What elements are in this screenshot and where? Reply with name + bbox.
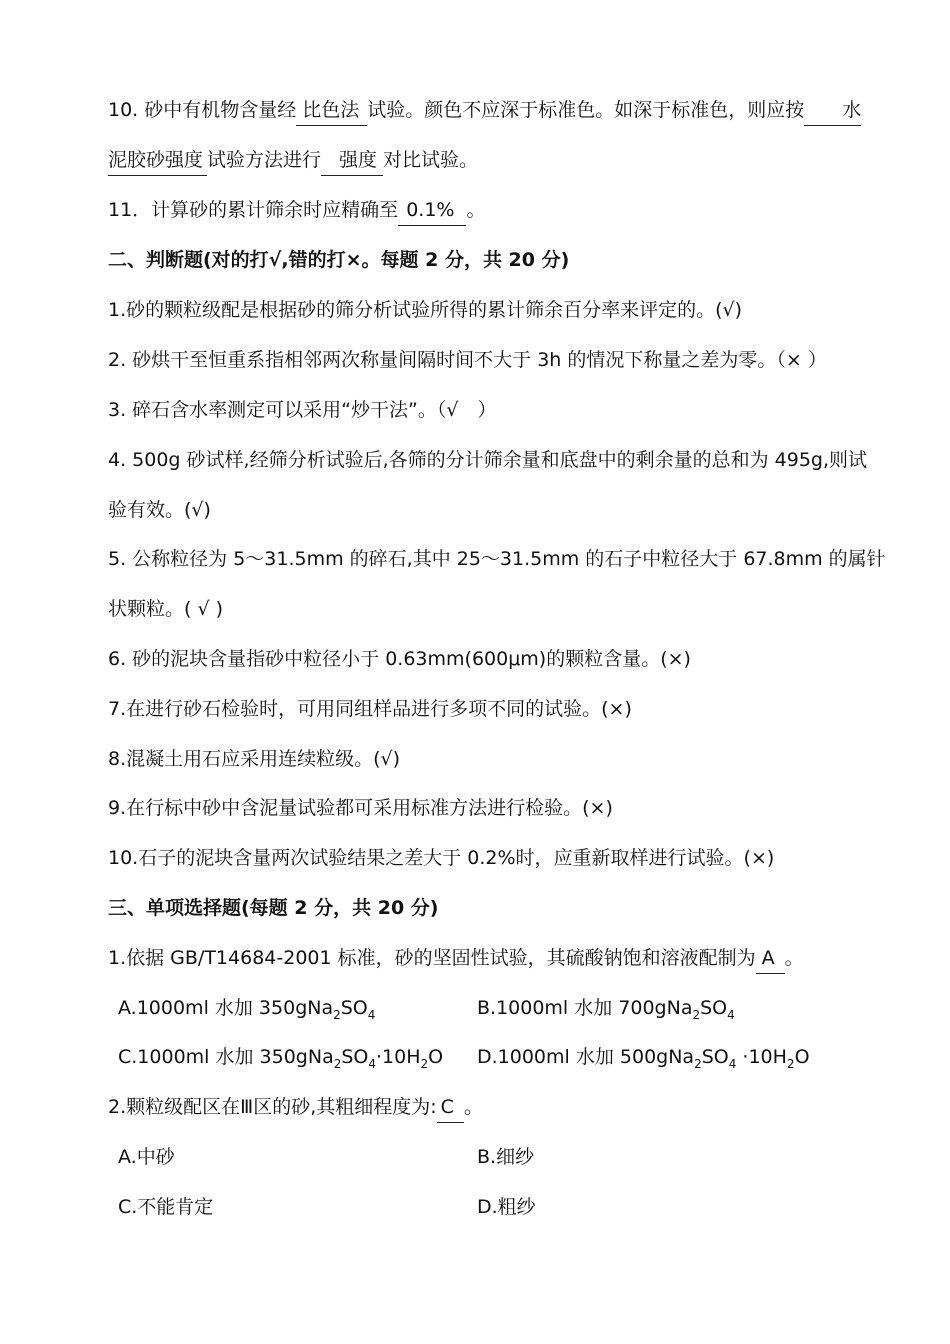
tf-question-8: 8.混凝土用石应采用连续粒级。(√) <box>108 748 401 770</box>
mc-q1-answer: A <box>756 949 785 974</box>
q10-text-d: 试验方法进行 <box>207 149 322 171</box>
mc-q1-c-text4: O <box>428 1046 444 1068</box>
mc-q2-stem: 2.颗粒级配区在Ⅲ区的砂,其粗细程度为: <box>108 1096 437 1118</box>
q10-answer-2a: 水 <box>804 101 861 126</box>
mc-q1-d-sub2: 4 <box>728 1057 737 1071</box>
q10-text-a: 10. 砂中有机物含量经 <box>108 99 297 121</box>
mc-q1-d-text: D.1000ml 水加 500gNa <box>477 1046 695 1068</box>
mc-q2-option-c: C.不能肯定 <box>118 1196 214 1218</box>
tf-question-6: 6. 砂的泥块含量指砂中粒径小于 0.63mm(600μm)的颗粒含量。(×) <box>108 648 691 670</box>
mc-q2-option-a: A.中砂 <box>118 1146 175 1168</box>
section2-title: 二、判断题(对的打√,错的打×。每题 2 分，共 20 分) <box>108 249 570 271</box>
tf-question-5-line1: 5. 公称粒径为 5～31.5mm 的碎石,其中 25～31.5mm 的石子中粒径大于 67.8mm 的属针 <box>108 548 886 570</box>
mc-q1-c-text2: SO <box>341 1046 369 1068</box>
mc-q1-d-text2: SO <box>701 1046 729 1068</box>
mc-q1-option-a <box>118 999 375 1021</box>
q10-text-c: 试验。颜色不应深于标准色。如深于标准色，则应按 <box>367 99 805 121</box>
q10-text-e: 对比试验。 <box>383 149 479 171</box>
q11-text-c: 。 <box>466 199 486 221</box>
section3-title: 三、单项选择题(每题 2 分，共 20 分) <box>108 897 439 919</box>
mc-q2-answer: C <box>437 1098 464 1123</box>
mc-q1-d-sub3: 2 <box>786 1057 795 1071</box>
q10-answer-2b: 泥胶砂强度 <box>108 151 207 176</box>
mc-q1-option-c <box>118 1048 443 1070</box>
tf-question-1: 1.砂的颗粒级配是根据砂的筛分析试验所得的累计筛余百分率来评定的。(√) <box>108 299 743 321</box>
mc-q1-a-text2: SO <box>340 997 368 1019</box>
tf-question-4-line2: 验有效。(√) <box>108 499 211 521</box>
mc-question-2 <box>108 1098 483 1123</box>
mc-q1-b-text2: SO <box>700 997 728 1019</box>
tf-question-4-line1: 4. 500g 砂试样,经筛分析试验后,各筛的分计筛余量和底盘中的剩余量的总和为 495g,则试 <box>108 449 868 471</box>
mc-q1-c-sub1: 2 <box>333 1057 342 1071</box>
mc-q1-d-text3: ·10H <box>736 1046 787 1068</box>
q11-answer: 0.1% <box>398 201 466 226</box>
q10-answer-1: 比色法 <box>296 101 367 126</box>
mc-q1-option-d <box>477 1048 810 1070</box>
tf-question-5-line2: 状颗粒。( √ ) <box>108 598 224 620</box>
mc-q1-b-text: B.1000ml 水加 700gNa <box>477 997 693 1019</box>
mc-q1-d-sub1: 2 <box>694 1057 702 1071</box>
q11-text-a: 11．计算砂的累计筛余时应精确至 <box>108 199 399 221</box>
mc-q1-c-sub3: 2 <box>420 1057 429 1071</box>
fill-q10-line2 <box>108 151 478 176</box>
mc-q2-option-d: D.粗纱 <box>477 1196 536 1218</box>
mc-question-1 <box>108 949 804 974</box>
tf-question-2: 2. 砂烘干至恒重系指相邻两次称量间隔时间不大于 3h 的情况下称量之差为零。（× ） <box>108 349 827 371</box>
fill-q11 <box>108 201 485 226</box>
mc-q2-end: 。 <box>463 1096 483 1118</box>
mc-q1-a-sub2: 4 <box>367 1008 376 1022</box>
mc-q1-b-sub2: 4 <box>727 1008 735 1022</box>
tf-question-9: 9.在行标中砂中含泥量试验都可采用标准方法进行检验。(×) <box>108 797 613 819</box>
mc-q1-option-b <box>477 999 735 1021</box>
mc-q1-stem: 1.依据 GB/T14684-2001 标准，砂的坚固性试验，其硫酸钠饱和溶液配制为 <box>108 947 756 969</box>
tf-question-7: 7.在进行砂石检验时，可用同组样品进行多项不同的试验。(×) <box>108 698 632 720</box>
tf-question-3: 3. 碎石含水率测定可以采用“炒干法”。（√ ） <box>108 399 497 421</box>
mc-q1-a-text: A.1000ml 水加 350gNa <box>118 997 334 1019</box>
mc-q1-c-sub2: 4 <box>368 1057 377 1071</box>
mc-q1-b-sub1: 2 <box>692 1008 701 1022</box>
tf-question-10: 10.石子的泥块含量两次试验结果之差大于 0.2%时，应重新取样进行试验。(×) <box>108 847 775 869</box>
mc-q1-d-text4: O <box>794 1046 810 1068</box>
mc-q1-a-sub1: 2 <box>333 1008 341 1022</box>
mc-q1-c-text3: ·10H <box>376 1046 421 1068</box>
mc-q2-option-b: B.细纱 <box>477 1146 535 1168</box>
q10-answer-3: 强度 <box>321 151 383 176</box>
fill-q10-line1 <box>108 101 860 126</box>
mc-q1-end: 。 <box>784 947 804 969</box>
mc-q1-c-text: C.1000ml 水加 350gNa <box>118 1046 334 1068</box>
